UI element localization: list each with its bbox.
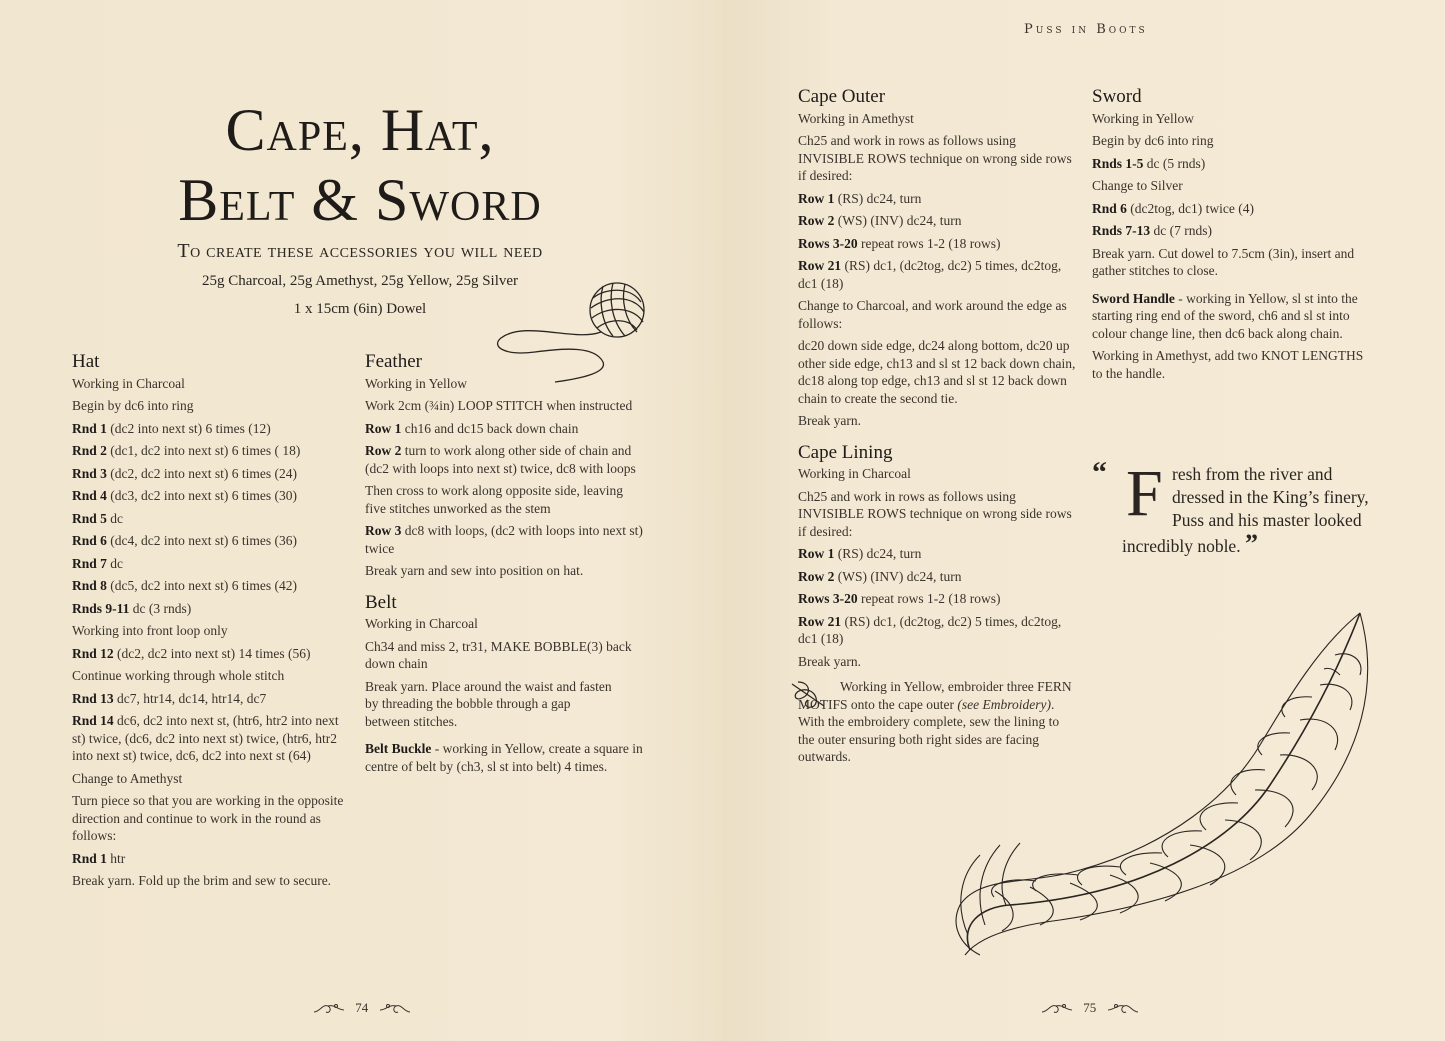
title-line-2: Belt & Sword [178, 167, 542, 233]
quote-close-mark: ” [1244, 529, 1258, 558]
needle-thread-icon [790, 680, 830, 710]
sword-line: Change to Silver [1092, 178, 1183, 193]
hat-rnd-8: Rnd 8 (dc5, dc2 into next st) 6 times (42) [72, 578, 297, 593]
hat-rnd-12: Rnd 12 (dc2, dc2 into next st) 14 times (56) [72, 645, 311, 661]
page-number-left: 74 [355, 1000, 369, 1015]
folio-right [1042, 1000, 1138, 1016]
cape-outer-row-21: Row 21 (RS) dc1, (dc2tog, dc2) 5 times, dc2tog, dc1 (18) [798, 258, 1062, 291]
sword-heading: Sword [1092, 86, 1142, 107]
cape-lining-rows-3-20: Rows 3-20 repeat rows 1-2 (18 rows) [798, 591, 1001, 606]
sword-line: Working in Yellow [1092, 110, 1195, 126]
feather-line: Work 2cm (¾in) LOOP STITCH when instructed [365, 398, 633, 413]
hat-rnd-6: Rnd 6 (dc4, dc2 into next st) 6 times (36) [72, 533, 297, 548]
page-title [120, 95, 600, 235]
sword-line: Begin by dc6 into ring [1092, 133, 1214, 148]
cape-lining-line: Ch25 and work in rows as follows using INVISIBLE ROWS technique on wrong side rows if desired: [798, 488, 1072, 539]
cape-outer-heading: Cape Outer [798, 86, 886, 107]
feather-line: Then cross to work along opposite side, leaving five stitches unworked as the stem [365, 483, 623, 516]
belt-buckle: Belt Buckle - working in Yellow, create a square in centre of belt by (ch3, sl st into belt) 4 times. [365, 741, 643, 774]
cape-lining-row-21: Row 21 (RS) dc1, (dc2tog, dc2) 5 times, dc2tog, dc1 (18) [798, 613, 1062, 646]
feather-illustration [940, 605, 1390, 965]
cape-outer-rows-3-20: Rows 3-20 repeat rows 1-2 (18 rows) [798, 235, 1001, 251]
hat-line: Working into front loop only [72, 623, 228, 638]
hat-line: Continue working through whole stitch [72, 668, 285, 683]
hat-rnd-5: Rnd 5 dc [72, 510, 124, 526]
quote-last-text: incredibly noble. [1122, 536, 1241, 556]
page-number-right: 75 [1083, 1000, 1097, 1015]
hat-rnds-9-11: Rnds 9-11 dc (3 rnds) [72, 600, 192, 616]
pull-quote [1092, 456, 1372, 558]
sword-line: Break yarn. Cut dowel to 7.5cm (3in), insert and gather stitches to close. [1092, 245, 1355, 278]
hat-rnd-14: Rnd 14 dc6, dc2 into next st, (htr6, htr2 into next st) twice, (dc6, dc2 into next st) twice, (htr6, htr2 into next st) twice, dc6, dc2 into next st (64) [72, 713, 339, 763]
belt-line: Break yarn. Place around the waist and fasten by threading the bobble through a gap between stitches. [365, 678, 612, 729]
flourish-ornament [314, 1002, 344, 1016]
materials-heading: To create these accessories you will need [177, 240, 543, 262]
cape-outer-line: Working in Amethyst [798, 110, 914, 126]
hat-rnd-3: Rnd 3 (dc2, dc2 into next st) 6 times (24) [72, 465, 297, 481]
flourish-ornament [380, 1002, 410, 1016]
cape-outer-line: Ch25 and work in rows as follows using INVISIBLE ROWS technique on wrong side rows if desired: [798, 133, 1072, 183]
sword-rnds-7-13: Rnds 7-13 dc (7 rnds) [1092, 223, 1212, 238]
folio-left [314, 1000, 410, 1016]
feather-row-3: Row 3 dc8 with loops, (dc2 with loops into next st) twice [365, 523, 643, 556]
cape-lining-line: Break yarn. [798, 653, 861, 669]
materials-yarn: 25g Charcoal, 25g Amethyst, 25g Yellow, 25g Silver [201, 273, 519, 289]
hat-line: Break yarn. Fold up the brim and sew to secure. [72, 873, 332, 888]
cape-outer-row-2: Row 2 (WS) (INV) dc24, turn [798, 213, 962, 228]
sword-line: Working in Amethyst, add two KNOT LENGTHS to the handle. [1092, 348, 1364, 381]
cape-outer-line: Break yarn. [798, 413, 861, 428]
hat-rnd-7: Rnd 7 dc [72, 555, 124, 571]
feather-heading: Feather [365, 351, 422, 372]
cape-lining-row-1: Row 1 (RS) dc24, turn [798, 546, 922, 561]
quote-open-mark: “ [1092, 456, 1107, 489]
feather-line: Break yarn and sew into position on hat. [365, 563, 584, 578]
quote-text: resh from the river and dressed in the King’s finery, Puss and his master looked [1172, 464, 1369, 530]
belt-line: Ch34 and miss 2, tr31, MAKE BOBBLE(3) back down chain [365, 638, 632, 671]
hat-rnd-1-brim: Rnd 1 htr [72, 850, 126, 866]
embroidery-note: Working in Yellow, embroider three FERN MOTIFS onto the cape outer (see Embroidery). With the embroidery complete, sew the lining to the outer ensuring both right sides are facing outwards. [798, 678, 1076, 766]
hat-section [72, 353, 350, 895]
hat-line: Turn piece so that you are working in the opposite direction and continue to work in the round as follows: [72, 793, 344, 843]
feather-row-2: Row 2 turn to work along other side of chain and (dc2 with loops into next st) twice, dc8 with loops [365, 443, 636, 476]
sword-rnds-1-5: Rnds 1-5 dc (5 rnds) [1092, 155, 1206, 171]
hat-rnd-2: Rnd 2 (dc1, dc2 into next st) 6 times ( 18) [72, 443, 301, 458]
hat-rnd-13: Rnd 13 dc7, htr14, dc14, htr14, dc7 [72, 690, 267, 706]
belt-line: Working in Charcoal [365, 616, 478, 631]
sword-section [1092, 88, 1374, 387]
cape-lining-row-2: Row 2 (WS) (INV) dc24, turn [798, 568, 962, 584]
materials-dowel: 1 x 15cm (6in) Dowel [293, 301, 427, 317]
hat-rnd-4: Rnd 4 (dc3, dc2 into next st) 6 times (30) [72, 488, 297, 503]
quote-drop-cap: F [1126, 457, 1163, 530]
hat-line: Change to Amethyst [72, 770, 183, 786]
hat-line: Begin by dc6 into ring [72, 398, 194, 413]
flourish-ornament [1042, 1002, 1072, 1016]
quote-last-line [1092, 529, 1372, 558]
hat-line: Working in Charcoal [72, 375, 185, 391]
cape-outer-row-1: Row 1 (RS) dc24, turn [798, 190, 922, 206]
flourish-ornament [1108, 1002, 1138, 1016]
hat-rnd-1: Rnd 1 (dc2 into next st) 6 times (12) [72, 420, 271, 436]
title-line-1: Cape, Hat, [225, 97, 495, 163]
cape-lining-line: Working in Charcoal [798, 466, 911, 481]
belt-heading: Belt [365, 591, 397, 613]
feather-section [365, 353, 647, 780]
cape-outer-line: Change to Charcoal, and work around the edge as follows: [798, 298, 1067, 331]
sword-handle: Sword Handle - working in Yellow, sl st into the starting ring end of the sword, ch6 and sl st into colour change line, then dc6 back along chain. [1092, 290, 1358, 341]
sword-rnd-6: Rnd 6 (dc2tog, dc1) twice (4) [1092, 200, 1254, 216]
hat-heading: Hat [72, 351, 100, 372]
running-head: Puss in Boots [1024, 22, 1148, 37]
feather-line: Working in Yellow [365, 375, 468, 391]
cape-outer-line: dc20 down side edge, dc24 along bottom, dc20 up other side edge, ch13 and sl st 12 back down chain, dc18 along top edge, ch13 and sl st 12 back down chain to create the second tie. [798, 338, 1076, 406]
cape-lining-heading: Cape Lining [798, 441, 893, 463]
feather-row-1: Row 1 ch16 and dc15 back down chain [365, 420, 579, 436]
